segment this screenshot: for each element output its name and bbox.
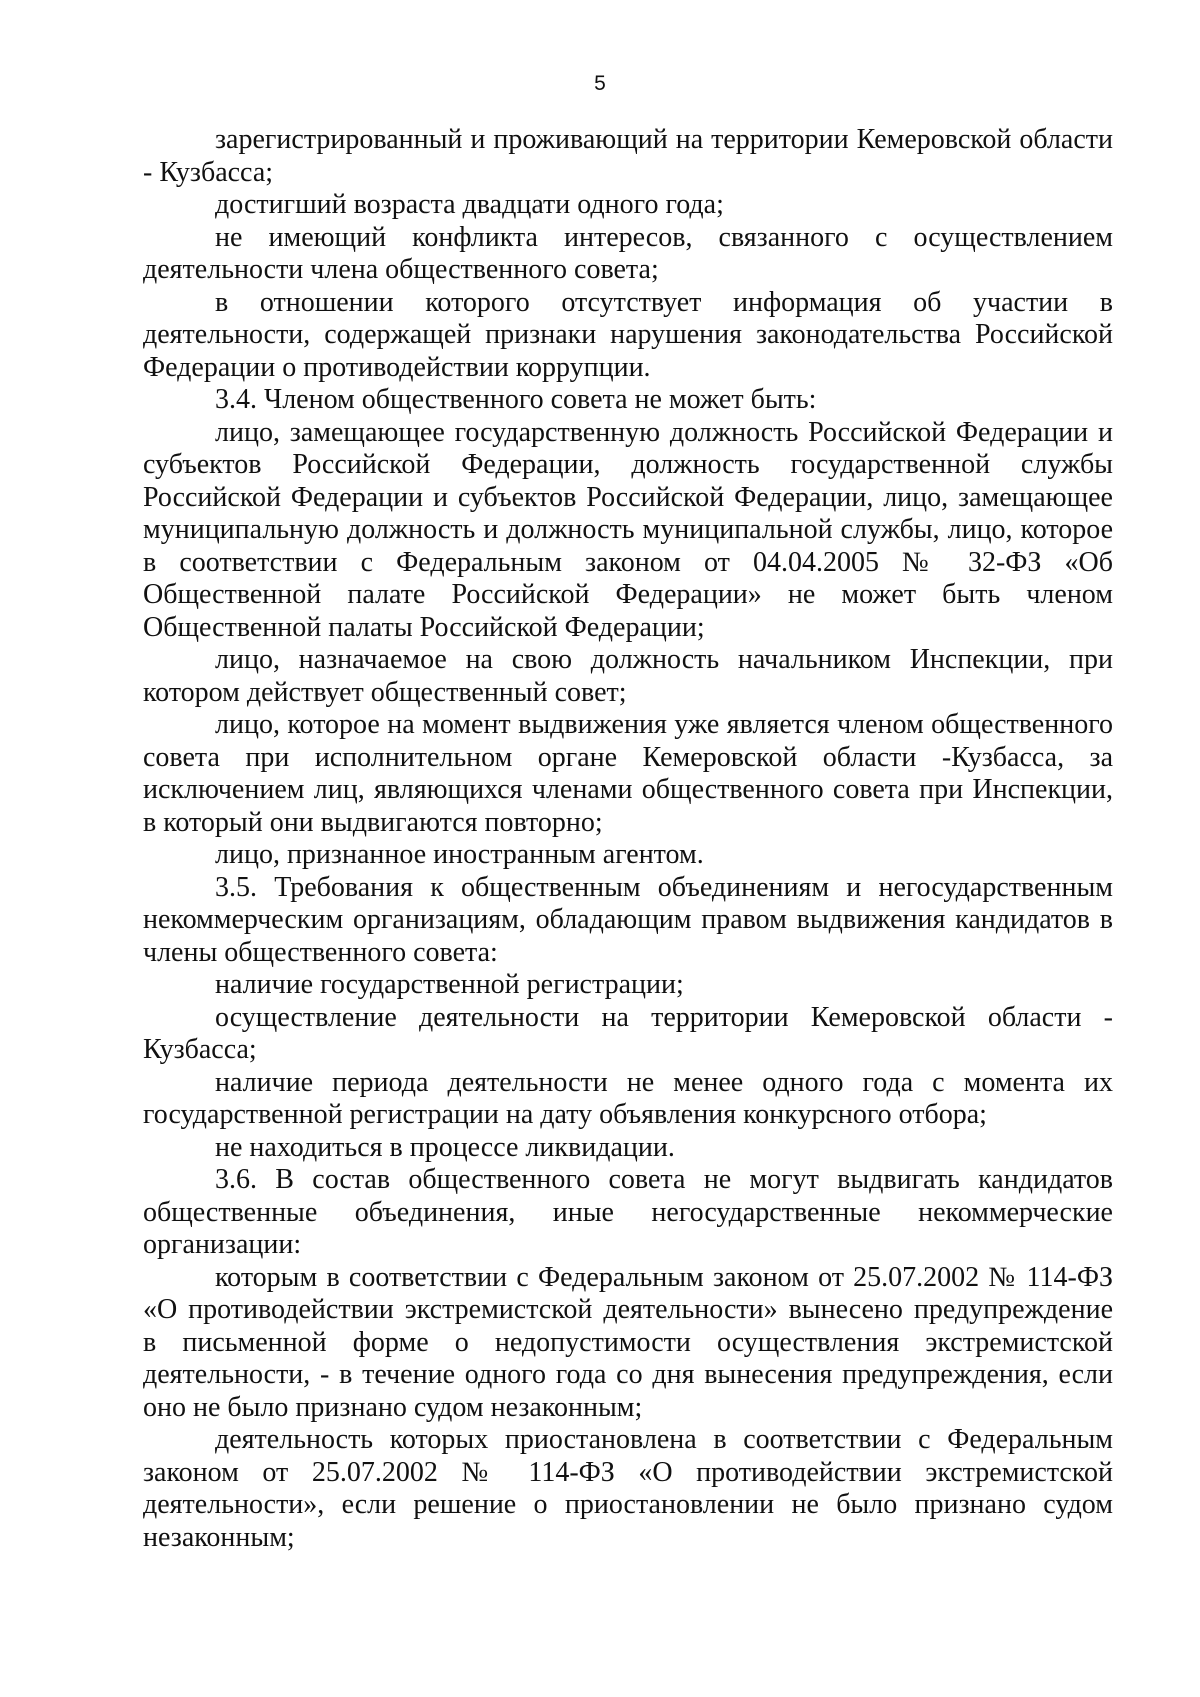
paragraph: лицо, замещающее государственную должность Российской Федерации и субъектов Российской Федерации, должность государственной службы Российской Федерации и субъектов Российской Федерации, лицо, замещающее муниципальную должность и должность муниципальной службы, лицо, которое в соответствии с Федеральным законом от 04.04.2005 № 32-ФЗ «Об Общественной палате Российской Федерации» не может быть членом Общественной палаты Российской Федерации; [143,416,1113,643]
paragraph: наличие периода деятельности не менее одного года с момента их государственной регистрации на дату объявления конкурсного отбора; [143,1066,1113,1130]
paragraph: лицо, признанное иностранным агентом. [215,839,704,870]
paragraph: зарегистрированный и проживающий на территории Кемеровской области - Кузбасса; [143,124,1113,188]
paragraph: осуществление деятельности на территории Кемеровской области - Кузбасса; [143,1001,1113,1065]
paragraph: лицо, назначаемое на свою должность начальником Инспекции, при котором действует общественный совет; [143,644,1113,708]
page-number: 5 [594,72,606,95]
paragraph: не находиться в процессе ликвидации. [215,1131,675,1163]
paragraph: достигший возраста двадцати одного года; [215,189,724,220]
section-heading-3-4: 3.4. Членом общественного совета не может быть: [215,384,817,415]
paragraph: наличие государственной регистрации; [215,969,684,1000]
paragraph: не имеющий конфликта интересов, связанного с осуществлением деятельности члена общественного совета; [143,221,1113,285]
paragraph: деятельность которых приостановлена в соответствии с Федеральным законом от 25.07.2002 № 114-ФЗ «О противодействии экстремистской деятельности», если решение о приостановлении не было признано судом незаконным; [143,1424,1113,1553]
paragraph: лицо, которое на момент выдвижения уже является членом общественного совета при исполнительном органе Кемеровской области -Кузбасса, за исключением лиц, являющихся членами общественного совета при Инспекции, в который они выдвигаются повторно; [143,709,1113,838]
section-heading-3-5: 3.5. Требования к общественным объединениям и негосударственным некоммерческим организациям, обладающим правом выдвижения кандидатов в члены общественного совета: [143,871,1113,968]
section-heading-3-6: 3.6. В состав общественного совета не могут выдвигать кандидатов общественные объединения, иные негосударственные некоммерческие организации: [143,1164,1113,1260]
document-body [143,124,1113,1554]
paragraph: в отношении которого отсутствует информация об участии в деятельности, содержащей признаки нарушения законодательства Российской Федерации о противодействии коррупции. [143,286,1113,383]
paragraph: которым в соответствии с Федеральным законом от 25.07.2002 № 114-ФЗ «О противодействии экстремистской деятельности» вынесено предупреждение в письменной форме о недопустимости осуществления экстремистской деятельности, - в течение одного года со дня вынесения предупреждения, если оно не было признано судом незаконным; [143,1261,1113,1423]
